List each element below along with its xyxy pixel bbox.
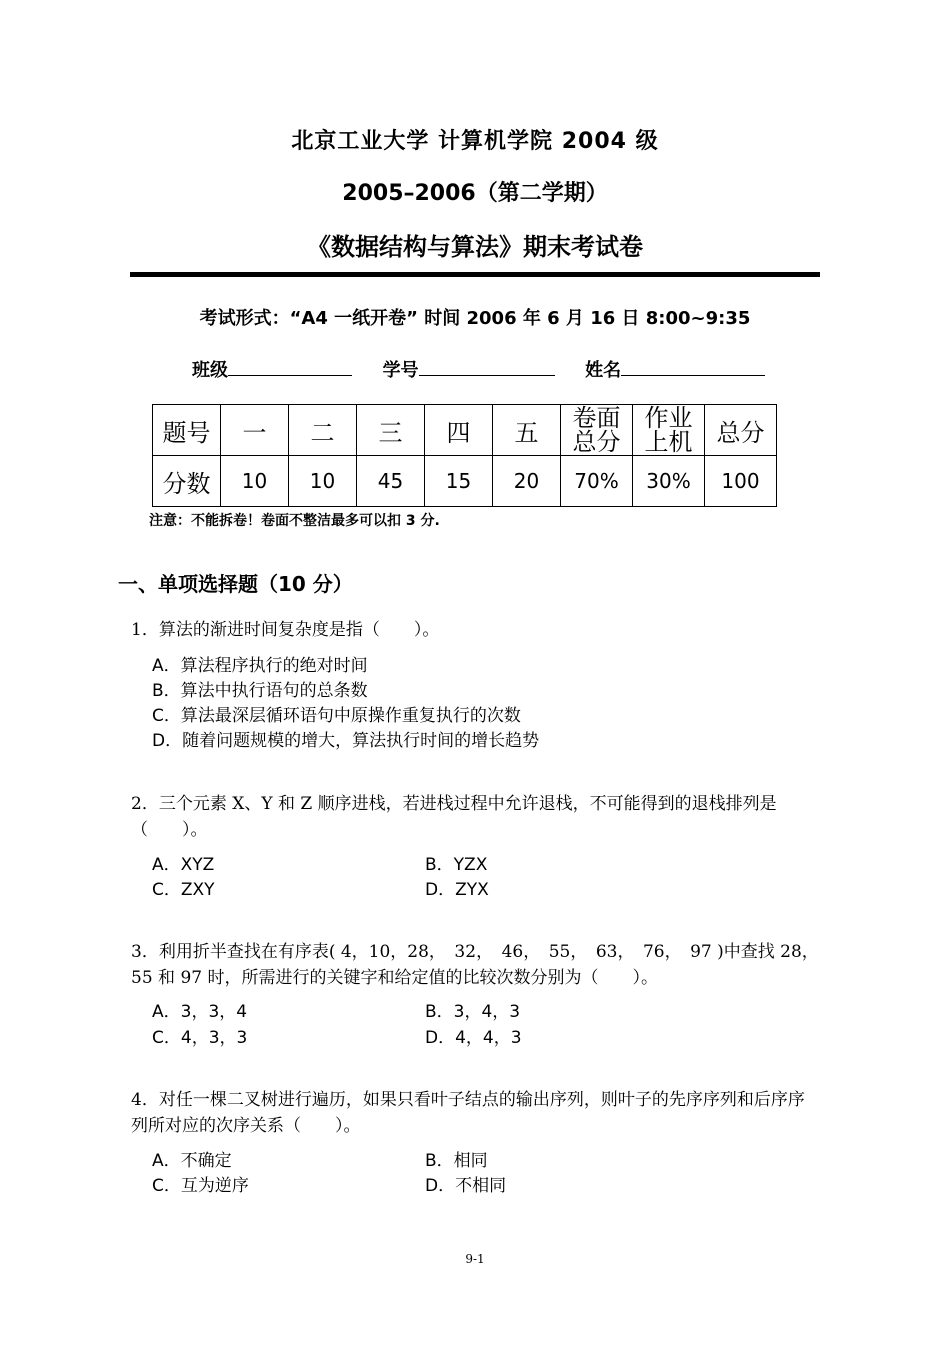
option-b: B．YZX	[425, 855, 488, 875]
question-stem: 3．利用折半查找在有序表( 4，10，28， 32， 46， 55， 63， 76， 97 )中查找 28， 55 和 97 时，所需进行的关键字和给定值的比较次数分别为（ ）。	[131, 942, 828, 988]
score-value-cell: 20	[493, 456, 561, 507]
score-header-cell: 题号	[153, 405, 221, 456]
option-d: D．4，4，3	[425, 1028, 522, 1048]
score-value-cell: 10	[289, 456, 357, 507]
score-header-cell: 二	[289, 405, 357, 456]
exam-note: 注意：不能拆卷！卷面不整洁最多可以扣 3 分.	[149, 513, 440, 529]
score-header-cell: 卷面 总分	[561, 405, 633, 456]
section-title: 一、单项选择题（10 分）	[118, 572, 353, 596]
score-header-cell: 作业 上机	[633, 405, 705, 456]
name-label: 姓名	[585, 360, 622, 381]
question-stem: 4．对任一棵二叉树进行遍历，如果只看叶子结点的输出序列，则叶子的先序序列和后序序列所对应的次序关系（ ）。	[131, 1090, 805, 1136]
score-value-cell: 45	[357, 456, 425, 507]
option-a: A．算法程序执行的绝对时间	[152, 656, 368, 676]
score-value-cell: 30%	[633, 456, 705, 507]
score-value-cell: 10	[221, 456, 289, 507]
score-table	[152, 404, 777, 507]
header-rule	[130, 272, 820, 277]
name-blank[interactable]	[621, 357, 765, 376]
score-header-cell: 一	[221, 405, 289, 456]
student-fields	[192, 356, 765, 382]
option-c: C．4，3，3	[152, 1028, 248, 1048]
option-b: B．算法中执行语句的总条数	[152, 681, 368, 701]
score-value-cell: 100	[705, 456, 777, 507]
score-header-cell: 三	[357, 405, 425, 456]
score-value-cell: 15	[425, 456, 493, 507]
student-id-blank[interactable]	[419, 357, 555, 376]
option-b: B．3，4，3	[425, 1002, 521, 1022]
student-id-label: 学号	[382, 360, 419, 381]
score-value-cell: 70%	[561, 456, 633, 507]
exam-title: 《数据结构与算法》期末考试卷	[307, 233, 643, 261]
score-header-cell: 总分	[705, 405, 777, 456]
option-c: C．ZXY	[152, 880, 215, 900]
option-c: C．互为逆序	[152, 1176, 249, 1196]
score-table-header-row	[153, 405, 777, 456]
option-d: D．不相同	[425, 1176, 507, 1196]
option-d: D．随着问题规模的增大，算法执行时间的增长趋势	[152, 731, 540, 751]
class-blank[interactable]	[228, 357, 352, 376]
option-c: C．算法最深层循环语句中原操作重复执行的次数	[152, 706, 521, 726]
score-value-cell: 分数	[153, 456, 221, 507]
score-header-cell: 五	[493, 405, 561, 456]
option-a: A．XYZ	[152, 855, 215, 875]
option-a: A．不确定	[152, 1151, 232, 1171]
semester-title: 2005–2006（第二学期）	[342, 181, 608, 206]
class-label: 班级	[192, 360, 228, 381]
option-a: A．3，3，4	[152, 1002, 248, 1022]
school-title: 北京工业大学 计算机学院 2004 级	[291, 129, 659, 154]
option-d: D．ZYX	[425, 880, 489, 900]
score-table-value-row	[153, 456, 777, 507]
score-header-cell: 四	[425, 405, 493, 456]
question-stem: 2．三个元素 X、Y 和 Z 顺序进栈，若进栈过程中允许退栈，不可能得到的退栈排列是（ ）。	[131, 794, 777, 840]
exam-info: 考试形式：“A4 一纸开卷” 时间 2006 年 6 月 16 日 8:00~9:35	[199, 308, 751, 329]
option-b: B．相同	[425, 1151, 488, 1171]
page-number: 9-1	[465, 1252, 485, 1266]
question-stem: 1．算法的渐进时间复杂度是指（ ）。	[131, 620, 440, 640]
